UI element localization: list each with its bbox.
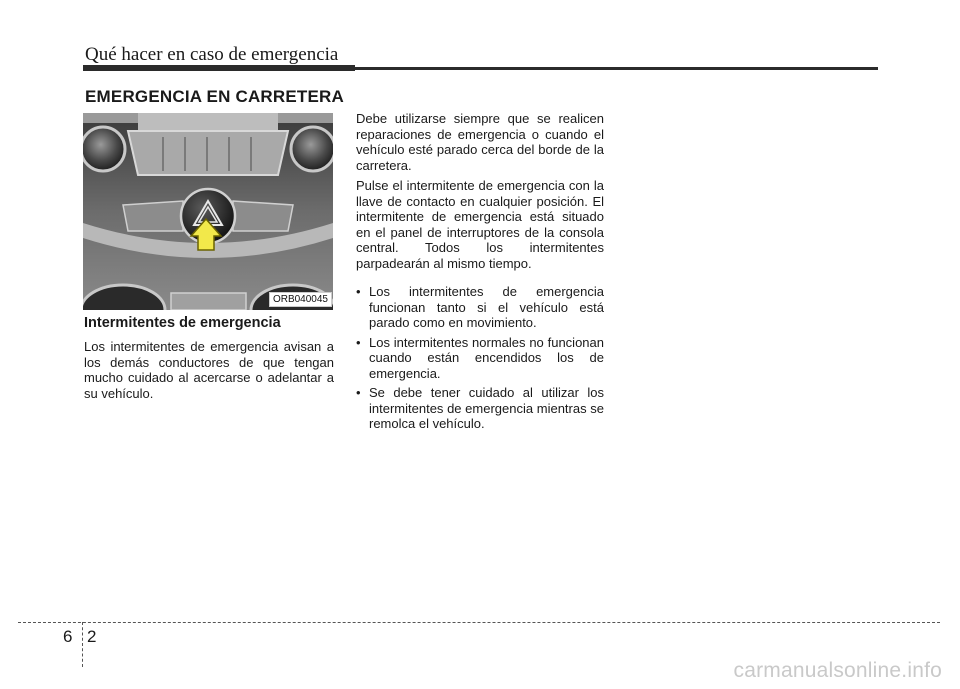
bullet-dot: • (356, 284, 361, 299)
watermark: carmanualsonline.info (733, 659, 942, 682)
list-item (356, 385, 604, 432)
section-heading: EMERGENCIA EN CARRETERA (85, 87, 344, 106)
bullet-dot: • (356, 385, 361, 400)
hazard-intro-paragraph: Los intermitentes de emergencia avisan a los demás conductores de que tengan mucho cuidado al acercarse o adelantar a su vehículo. (84, 339, 334, 401)
page-number: 2 (87, 627, 97, 646)
figure-code: ORB040045 (269, 292, 332, 307)
right-column (356, 111, 604, 436)
footer-divider (18, 622, 940, 623)
chapter-number: 6 (63, 627, 73, 646)
list-item (356, 335, 604, 382)
subheading: Intermitentes de emergencia (84, 315, 281, 331)
footer-vertical-divider (82, 622, 83, 667)
list-item-text: Los intermitentes de emergencia funcionan tanto si el vehículo está parado como en movimiento. (369, 284, 604, 330)
list-item-text: Se debe tener cuidado al utilizar los intermitentes de emergencia mientras se remolca el vehículo. (369, 385, 604, 431)
hazard-switch-figure (83, 113, 333, 310)
list-item (356, 284, 604, 331)
header-rule-accent (83, 65, 355, 71)
chapter-title: Qué hacer en caso de emergencia (85, 44, 339, 65)
usage-paragraph: Debe utilizarse siempre que se realicen reparaciones de emergencia o cuando el vehículo esté parado cerca del borde de la carretera. (356, 111, 604, 173)
hazard-switch-photo (83, 113, 333, 310)
left-column (84, 315, 334, 401)
notes-list (356, 284, 604, 432)
operation-paragraph: Pulse el intermitente de emergencia con la llave de contacto en cualquier posición. El intermitente de emergencia está situado en el panel de interruptores de la consola central. Todos los intermitentes parpadearán al mismo tiempo. (356, 178, 604, 271)
list-item-text: Los intermitentes normales no funcionan cuando están encendidos los de emergencia. (369, 334, 604, 381)
bullet-dot: • (356, 334, 361, 350)
